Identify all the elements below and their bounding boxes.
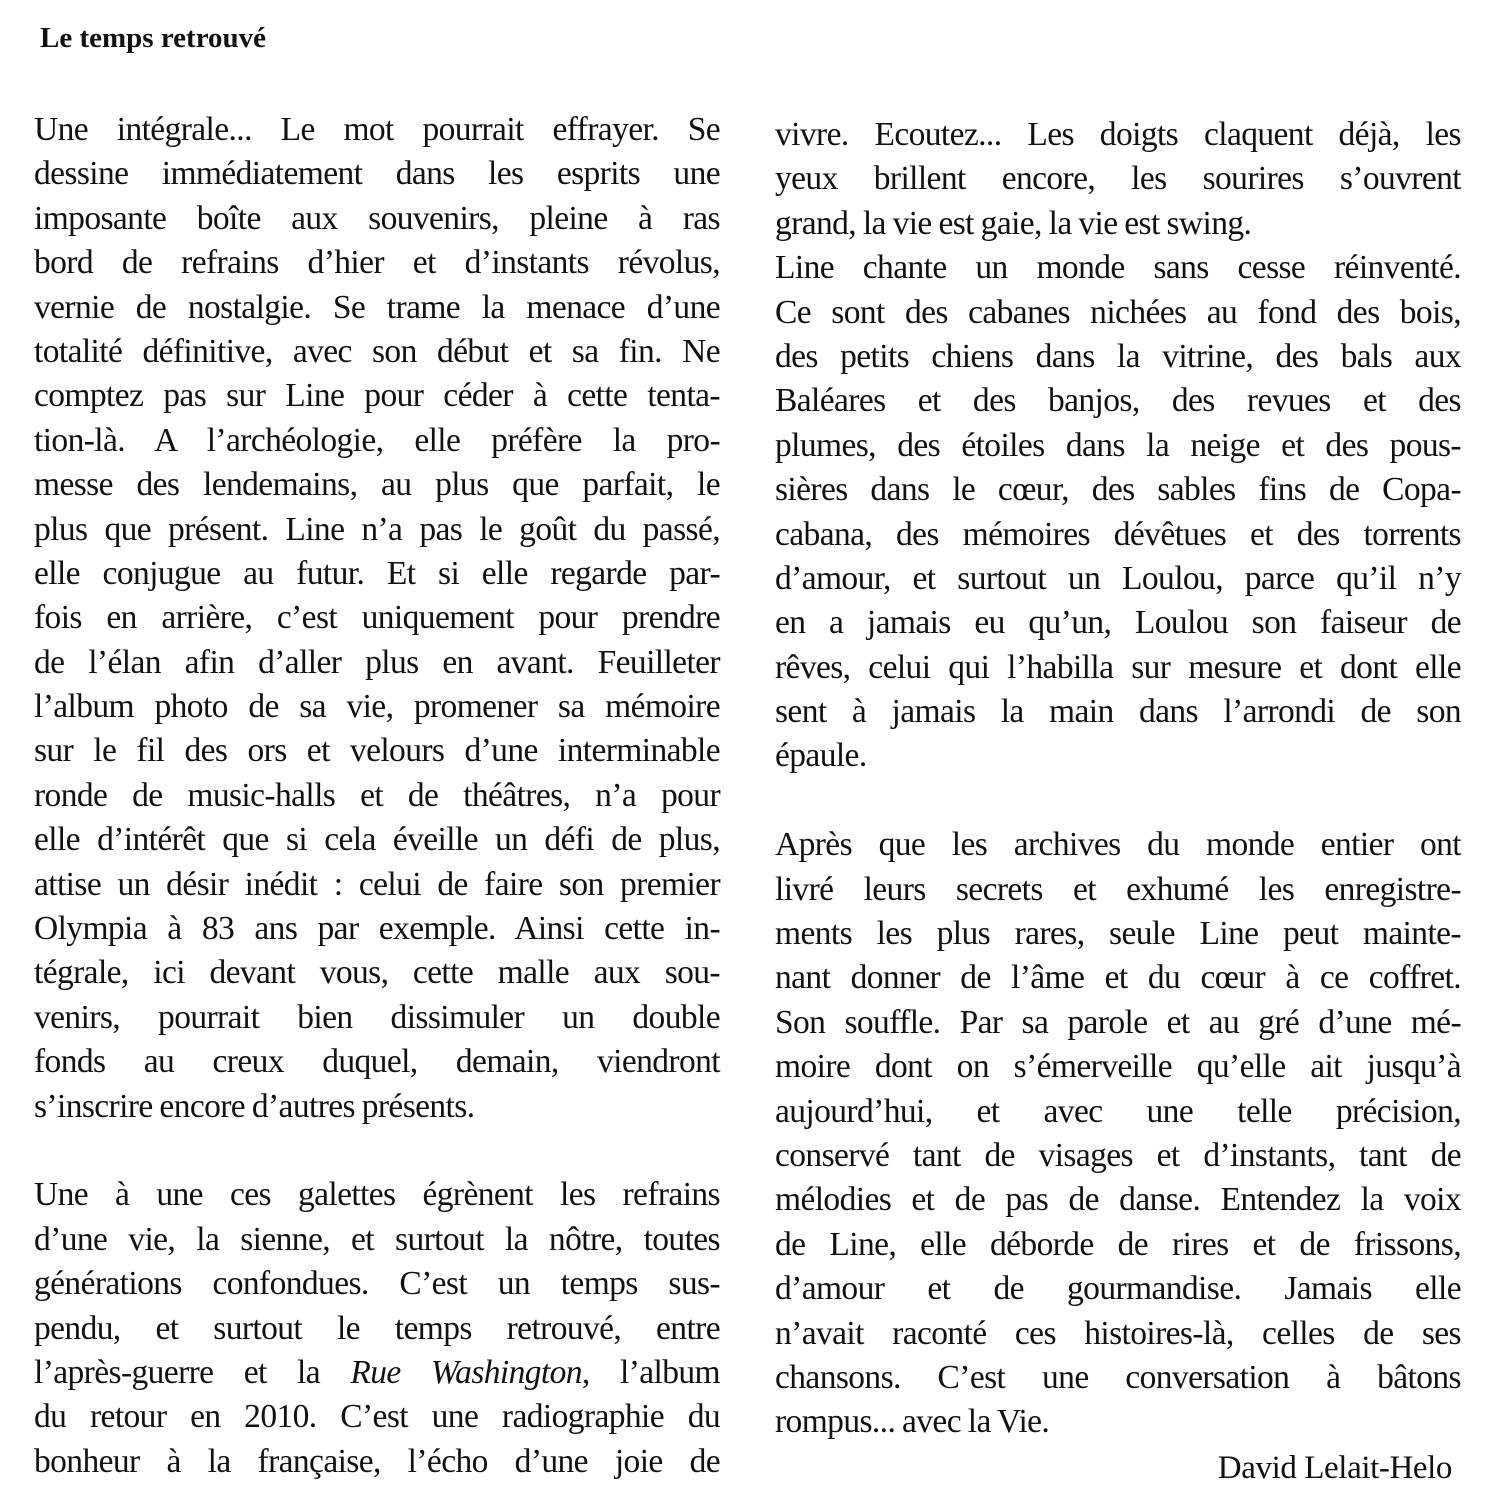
text-line: moire dont on s’émerveille qu’elle ait jusqu’à — [775, 1048, 1461, 1086]
text-line: l’album photo de sa vie, promener sa mémoire — [34, 688, 720, 726]
text-line: Une intégrale... Le mot pourrait effrayer. Se — [34, 111, 720, 148]
text-line: plus que présent. Line n’a pas le goût du passé, — [34, 510, 720, 548]
text-line: Line chante un monde sans cesse réinventé. — [775, 249, 1461, 287]
text-line: sières dans le cœur, des sables fins de Copa- — [775, 471, 1461, 509]
text-line: bord de refrains d’hier et d’instants révolus, — [34, 244, 720, 282]
text-line: Baléares et des banjos, des revues et des — [775, 382, 1461, 420]
article-title: Le temps retrouvé — [40, 22, 267, 54]
text-line: dessine immédiatement dans les esprits une — [34, 155, 720, 193]
author-signature: David Lelait-Helo — [1217, 1450, 1452, 1486]
text-line: sur le fil des ors et velours d’une interminable — [34, 732, 720, 770]
text-line: d’une vie, la sienne, et surtout la nôtre, toutes — [34, 1220, 720, 1258]
text-line: elle d’intérêt que si cela éveille un défi de plus, — [34, 821, 720, 859]
text-line: bonheur à la française, l’écho d’une joie de — [34, 1442, 720, 1480]
text-line: générations confondues. C’est un temps sus- — [34, 1265, 720, 1303]
text-line: fonds au creux duquel, demain, viendront — [34, 1043, 720, 1081]
text-line: grand, la vie est gaie, la vie est swing. — [775, 204, 1252, 242]
text-line: conservé tant de visages et d’instants, tant de — [775, 1136, 1461, 1174]
text-line: rompus... avec la Vie. — [775, 1403, 1050, 1441]
text-line: vernie de nostalgie. Se trame la menace d’une — [34, 288, 720, 326]
text-line: livré leurs secrets et exhumé les enregistre- — [775, 870, 1461, 908]
text-line: rêves, celui qui l’habilla sur mesure et dont elle — [775, 648, 1461, 686]
text-line: vivre. Ecoutez... Les doigts claquent déjà, les — [775, 116, 1461, 153]
text-line: Après que les archives du monde entier ont — [775, 826, 1461, 864]
text-line: messe des lendemains, au plus que parfait, le — [34, 466, 720, 504]
text-line: fois en arrière, c’est uniquement pour prendre — [34, 599, 720, 637]
text-line: d’amour, et surtout un Loulou, parce qu’il n’y — [775, 559, 1461, 597]
text-line: plumes, des étoiles dans la neige et des pous- — [775, 426, 1461, 464]
text-line: Ce sont des cabanes nichées au fond des bois, — [775, 293, 1461, 331]
text-line: de l’élan afin d’aller plus en avant. Feuilleter — [34, 643, 720, 681]
text-line: sent à jamais la main dans l’arrondi de son — [775, 693, 1461, 731]
text-line: tion-là. A l’archéologie, elle préfère la pro- — [34, 421, 720, 459]
text-line: cabana, des mémoires dévêtues et des torrents — [775, 515, 1461, 553]
right-column — [775, 113, 1461, 1445]
text-line: yeux brillent encore, les sourires s’ouvrent — [775, 160, 1461, 198]
text-line: Son souffle. Par sa parole et au gré d’une mé- — [775, 1003, 1461, 1041]
text-line: d’amour et de gourmandise. Jamais elle — [775, 1270, 1461, 1308]
text-line: de Line, elle déborde de rires et de frissons, — [775, 1225, 1461, 1263]
text-line: en a jamais eu qu’un, Loulou son faiseur de — [775, 604, 1461, 642]
paragraph-gap — [775, 779, 1461, 823]
text-line: tégrale, ici devant vous, cette malle aux sou- — [34, 954, 720, 992]
text-line: totalité définitive, avec son début et sa fin. Ne — [34, 332, 720, 370]
text-line — [34, 1351, 720, 1395]
text-line: s’inscrire encore d’autres présents. — [34, 1087, 475, 1125]
text-segment: , l’album — [581, 1353, 721, 1391]
text-segment: l’après-guerre et la — [34, 1353, 351, 1391]
text-line: pendu, et surtout le temps retrouvé, entre — [34, 1309, 720, 1347]
left-column — [34, 108, 720, 1484]
text-line: imposante boîte aux souvenirs, pleine à ras — [34, 199, 720, 237]
text-line: elle conjugue au futur. Et si elle regarde par- — [34, 554, 720, 592]
text-line: attise un désir inédit : celui de faire son premier — [34, 865, 720, 903]
text-line: nant donner de l’âme et du cœur à ce coffret. — [775, 959, 1461, 997]
text-line: des petits chiens dans la vitrine, des bals aux — [775, 337, 1461, 375]
italic-title: Rue Washington — [350, 1353, 582, 1391]
text-line: mélodies et de pas de danse. Entendez la voix — [775, 1181, 1461, 1219]
text-line: Une à une ces galettes égrènent les refrains — [34, 1176, 720, 1214]
text-line: chansons. C’est une conversation à bâtons — [775, 1358, 1461, 1396]
text-line: n’avait raconté ces histoires-là, celles de ses — [775, 1314, 1461, 1352]
text-line: venirs, pourrait bien dissimuler un double — [34, 998, 720, 1036]
text-line: épaule. — [775, 737, 867, 775]
text-line: comptez pas sur Line pour céder à cette tenta- — [34, 377, 720, 415]
text-line: Olympia à 83 ans par exemple. Ainsi cette in- — [34, 910, 720, 948]
text-line: ronde de music-halls et de théâtres, n’a pour — [34, 776, 720, 814]
paragraph-gap — [34, 1129, 720, 1173]
text-line: du retour en 2010. C’est une radiographie du — [34, 1398, 720, 1436]
text-line: ments les plus rares, seule Line peut mainte- — [775, 915, 1461, 953]
text-line: aujourd’hui, et avec une telle précision, — [775, 1092, 1461, 1130]
